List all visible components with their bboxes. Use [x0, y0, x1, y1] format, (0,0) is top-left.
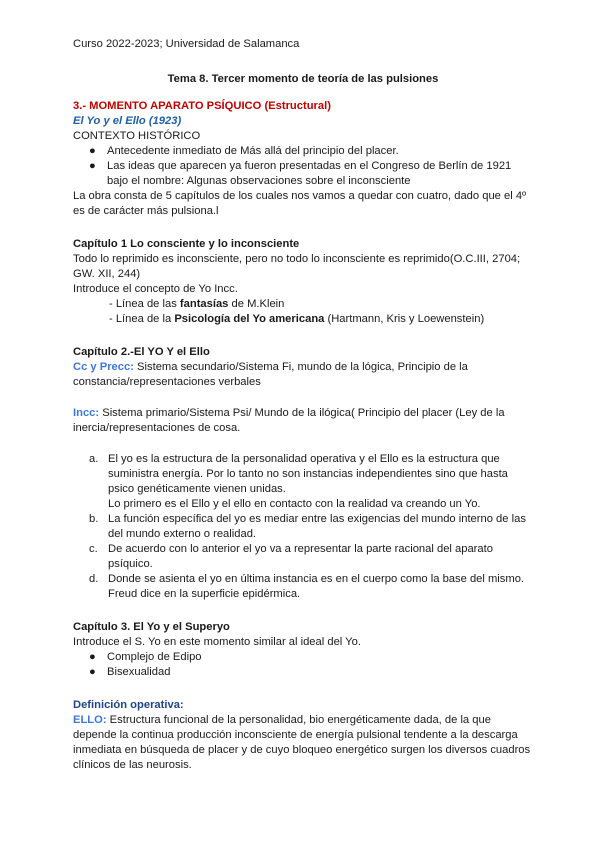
list-item: ● Las ideas que aparecen ya fueron presentadas en el Congreso de Berlín de 1921 bajo el nombre: Algunas observaciones sobre el inconsciente — [89, 160, 512, 187]
list-item: c. De acuerdo con lo anterior el yo va a representar la parte racional del aparato psíquico. — [89, 543, 493, 570]
list-item: b. La función específica del yo es mediar entre las exigencias del mundo interno de las del mundo externo o realidad. — [89, 513, 526, 540]
list-item: ● Complejo de Edipo — [89, 651, 202, 663]
bullet-icon: ● — [89, 160, 96, 172]
chapter2-incc-definition: Incc: Sistema primario/Sistema Psi/ Mundo de la ilógica( Principio del placer (Ley de la inercia/representaciones de cosa. — [73, 407, 505, 434]
chapter3-list — [73, 650, 533, 680]
chapter2-list — [73, 452, 533, 602]
context-heading: CONTEXTO HISTÓRICO — [73, 130, 201, 142]
list-item: ● Bisexualidad — [89, 666, 171, 678]
definition-text: ELLO: Estructura funcional de la personalidad, bio energéticamente dada, de la que depende la continua producción inconsciente de energía pulsional tendente a la descarga inmediata en búsqueda de placer y de cuyo bloqueo energético surgen los diversos cuadros clínicos de las neurosis. — [73, 714, 531, 771]
chapter2-heading: Capítulo 2.-El YO Y el Ello — [73, 346, 210, 358]
definition-heading: Definición operativa: — [73, 699, 184, 711]
book-title: El Yo y el Ello (1923) — [73, 115, 182, 127]
list-item: ● Antecedente inmediato de Más allá del principio del placer. — [89, 145, 399, 157]
document-content — [73, 37, 533, 773]
list-item: d. Donde se asienta el yo en última instancia es en el cuerpo como la base del mismo. Freud dice en la superficie epidérmica. — [89, 573, 525, 600]
chapter1-intro: Introduce el concepto de Yo Incc. — [73, 283, 238, 295]
bullet-icon: ● — [89, 666, 96, 678]
intro-text: La obra consta de 5 capítulos de los cuales nos vamos a quedar con cuatro, dado que el 4º es de carácter más pulsiona.l — [73, 190, 527, 217]
chapter1-line-klein: - Línea de las fantasías de M.Klein — [109, 298, 285, 310]
chapter1-text: Todo lo reprimido es inconsciente, pero no todo lo inconsciente es reprimido(O.C.III, 2704; GW. XII, 244) — [73, 253, 521, 280]
chapter3-heading: Capítulo 3. El Yo y el Superyo — [73, 621, 230, 633]
page-header: Curso 2022-2023; Universidad de Salamanca — [73, 38, 300, 50]
chapter3-text: Introduce el S. Yo en este momento similar al ideal del Yo. — [73, 636, 361, 648]
section-heading: 3.- MOMENTO APARATO PSÍQUICO (Estructural) — [73, 100, 331, 112]
chapter2-cc-definition: Cc y Precc: Sistema secundario/Sistema Fi, mundo de la lógica, Principio de la constancia/representaciones verbales — [73, 361, 468, 388]
chapter1-line-ego-psychology: - Línea de la Psicología del Yo americana (Hartmann, Kris y Loewenstein) — [109, 313, 485, 325]
chapter1-heading: Capítulo 1 Lo consciente y lo inconsciente — [73, 238, 300, 250]
context-list — [73, 144, 533, 189]
bullet-icon: ● — [89, 651, 96, 663]
list-item: a. El yo es la estructura de la personalidad operativa y el Ello es la estructura que suministra energía. Por lo tanto no son instancias independientes sino que hasta psico genéticamente vienen unidas. Lo primero es el Ello y el ello en contacto con la realidad va creando un Yo. — [89, 453, 508, 510]
bullet-icon: ● — [89, 145, 96, 157]
page-title: Tema 8. Tercer momento de teoría de las pulsiones — [167, 73, 439, 85]
